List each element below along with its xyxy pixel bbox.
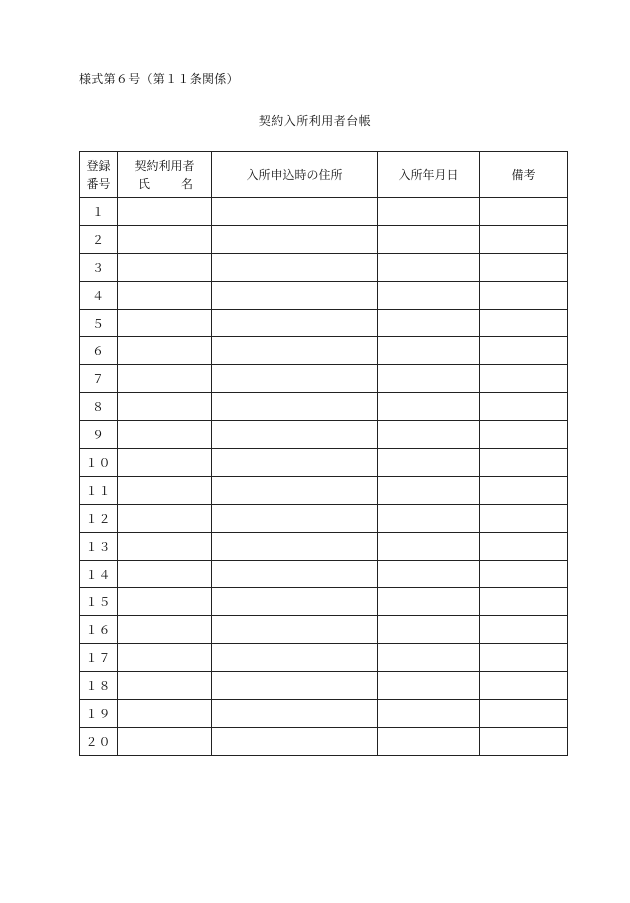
address-cell[interactable] — [212, 672, 378, 700]
remarks-cell[interactable] — [480, 560, 568, 588]
table-row — [80, 365, 568, 393]
row-number: １４ — [80, 560, 118, 588]
header-registration-no — [80, 152, 118, 198]
table-row — [80, 449, 568, 477]
remarks-cell[interactable] — [480, 504, 568, 532]
remarks-cell[interactable] — [480, 727, 568, 755]
name-cell[interactable] — [118, 225, 212, 253]
table-row — [80, 644, 568, 672]
name-cell[interactable] — [118, 532, 212, 560]
table-row — [80, 727, 568, 755]
name-cell[interactable] — [118, 365, 212, 393]
address-cell[interactable] — [212, 616, 378, 644]
name-cell[interactable] — [118, 672, 212, 700]
table-row — [80, 504, 568, 532]
admission-date-cell[interactable] — [378, 727, 480, 755]
address-cell[interactable] — [212, 421, 378, 449]
remarks-cell[interactable] — [480, 449, 568, 477]
header-row — [80, 152, 568, 198]
address-cell[interactable] — [212, 225, 378, 253]
admission-date-cell[interactable] — [378, 476, 480, 504]
row-number: ８ — [80, 393, 118, 421]
remarks-cell[interactable] — [480, 365, 568, 393]
address-cell[interactable] — [212, 281, 378, 309]
row-number: ９ — [80, 421, 118, 449]
row-number: ４ — [80, 281, 118, 309]
address-cell[interactable] — [212, 393, 378, 421]
row-number: １０ — [80, 449, 118, 477]
admission-date-cell[interactable] — [378, 253, 480, 281]
address-cell[interactable] — [212, 309, 378, 337]
remarks-cell[interactable] — [480, 253, 568, 281]
row-number: １６ — [80, 616, 118, 644]
register-body — [80, 198, 568, 756]
name-cell[interactable] — [118, 560, 212, 588]
address-cell[interactable] — [212, 253, 378, 281]
remarks-cell[interactable] — [480, 421, 568, 449]
name-cell[interactable] — [118, 198, 212, 226]
header-user-name — [118, 152, 212, 198]
remarks-cell[interactable] — [480, 532, 568, 560]
header-name-given: 名 — [180, 176, 193, 191]
remarks-cell[interactable] — [480, 476, 568, 504]
row-number: １３ — [80, 532, 118, 560]
header-remarks: 備考 — [480, 152, 568, 198]
row-number: ６ — [80, 337, 118, 365]
table-row — [80, 616, 568, 644]
row-number: １５ — [80, 588, 118, 616]
admission-date-cell[interactable] — [378, 700, 480, 728]
name-cell[interactable] — [118, 281, 212, 309]
admission-date-cell[interactable] — [378, 504, 480, 532]
admission-date-cell[interactable] — [378, 672, 480, 700]
remarks-cell[interactable] — [480, 281, 568, 309]
table-row — [80, 532, 568, 560]
name-cell[interactable] — [118, 504, 212, 532]
table-row — [80, 421, 568, 449]
form-number-label: 様式第６号（第１１条関係） — [79, 72, 239, 86]
table-row — [80, 225, 568, 253]
remarks-cell[interactable] — [480, 644, 568, 672]
address-cell[interactable] — [212, 560, 378, 588]
name-cell[interactable] — [118, 421, 212, 449]
table-row — [80, 560, 568, 588]
admission-date-cell[interactable] — [378, 393, 480, 421]
name-cell[interactable] — [118, 727, 212, 755]
table-row — [80, 393, 568, 421]
table-row — [80, 337, 568, 365]
name-cell[interactable] — [118, 393, 212, 421]
table-row — [80, 281, 568, 309]
name-cell[interactable] — [118, 476, 212, 504]
table-row — [80, 198, 568, 226]
register-table — [79, 151, 568, 756]
address-cell[interactable] — [212, 727, 378, 755]
address-cell[interactable] — [212, 337, 378, 365]
header-registration-no-line2: 番号 — [86, 176, 111, 191]
name-cell[interactable] — [118, 309, 212, 337]
remarks-cell[interactable] — [480, 337, 568, 365]
address-cell[interactable] — [212, 504, 378, 532]
address-cell[interactable] — [212, 644, 378, 672]
name-cell[interactable] — [118, 337, 212, 365]
header-admission-date: 入所年月日 — [378, 152, 480, 198]
name-cell[interactable] — [118, 253, 212, 281]
address-cell[interactable] — [212, 588, 378, 616]
address-cell[interactable] — [212, 365, 378, 393]
remarks-cell[interactable] — [480, 393, 568, 421]
remarks-cell[interactable] — [480, 309, 568, 337]
remarks-cell[interactable] — [480, 700, 568, 728]
header-user-name-line2 — [118, 175, 211, 193]
admission-date-cell[interactable] — [378, 449, 480, 477]
admission-date-cell[interactable] — [378, 616, 480, 644]
admission-date-cell[interactable] — [378, 532, 480, 560]
header-name-surname: 氏 — [138, 176, 151, 191]
row-number: １７ — [80, 644, 118, 672]
row-number: ５ — [80, 309, 118, 337]
admission-date-cell[interactable] — [378, 421, 480, 449]
remarks-cell[interactable] — [480, 672, 568, 700]
row-number: ７ — [80, 365, 118, 393]
row-number: ２０ — [80, 727, 118, 755]
document-title: 契約入所利用者台帳 — [258, 114, 372, 128]
admission-date-cell[interactable] — [378, 365, 480, 393]
table-row — [80, 253, 568, 281]
admission-date-cell[interactable] — [378, 560, 480, 588]
table-row — [80, 309, 568, 337]
remarks-cell[interactable] — [480, 588, 568, 616]
name-cell[interactable] — [118, 616, 212, 644]
table-row — [80, 672, 568, 700]
admission-date-cell[interactable] — [378, 225, 480, 253]
header-user-name-line1: 契約利用者 — [134, 158, 195, 173]
address-cell[interactable] — [212, 449, 378, 477]
admission-date-cell[interactable] — [378, 198, 480, 226]
name-cell[interactable] — [118, 588, 212, 616]
admission-date-cell[interactable] — [378, 309, 480, 337]
address-cell[interactable] — [212, 532, 378, 560]
table-row — [80, 588, 568, 616]
row-number: １ — [80, 198, 118, 226]
name-cell[interactable] — [118, 644, 212, 672]
address-cell[interactable] — [212, 700, 378, 728]
name-cell[interactable] — [118, 449, 212, 477]
remarks-cell[interactable] — [480, 616, 568, 644]
name-cell[interactable] — [118, 700, 212, 728]
row-number: １９ — [80, 700, 118, 728]
remarks-cell[interactable] — [480, 198, 568, 226]
header-registration-no-line1: 登録 — [86, 158, 111, 173]
admission-date-cell[interactable] — [378, 337, 480, 365]
table-row — [80, 476, 568, 504]
address-cell[interactable] — [212, 198, 378, 226]
remarks-cell[interactable] — [480, 225, 568, 253]
row-number: １１ — [80, 476, 118, 504]
row-number: １２ — [80, 504, 118, 532]
admission-date-cell[interactable] — [378, 281, 480, 309]
row-number: １８ — [80, 672, 118, 700]
row-number: ３ — [80, 253, 118, 281]
row-number: ２ — [80, 225, 118, 253]
header-address: 入所申込時の住所 — [212, 152, 378, 198]
table-row — [80, 700, 568, 728]
admission-date-cell[interactable] — [378, 588, 480, 616]
admission-date-cell[interactable] — [378, 644, 480, 672]
address-cell[interactable] — [212, 476, 378, 504]
